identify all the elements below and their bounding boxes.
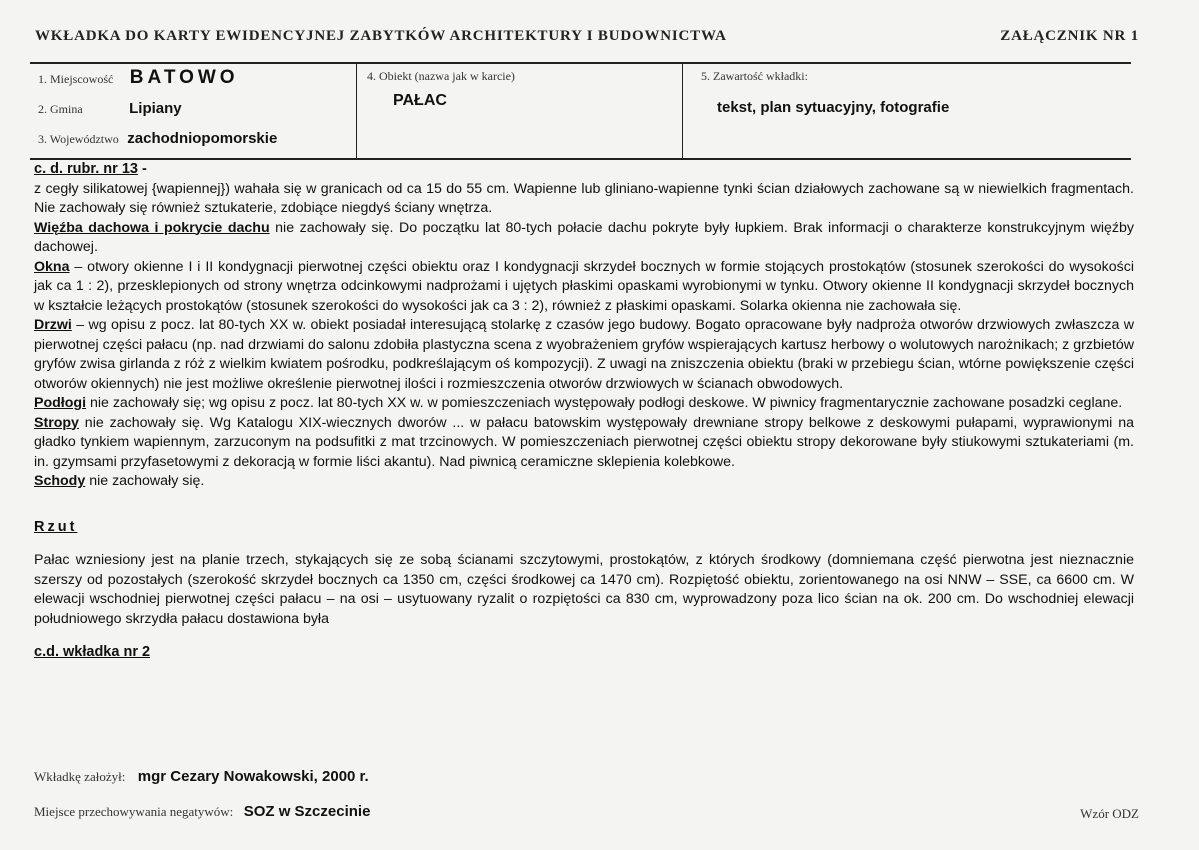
plan-text: Pałac wzniesiony jest na planie trzech, stykających się ze sobą ścianami szczytowymi, prostokątów, z których środkowy (domniemana część pierwotna jest nieznacznie szerszy od pozostałych (szerokość skrzydeł bocznych ca 1350 cm, części środkowej ca 1470 cm). Rozpiętość obiektu, zorientowanego na osi NNW – SSE, ca 6600 cm. W elewacji wschodniej pierwotnej części pałacu – na osi – usytuowany ryzalit o rozpiętości ca 830 cm, wyprowadzony poza lico ścian na ok. 200 cm. Do wschodniej elewacji południowego skrzydła pałacu dostawiona była — [34, 552, 1134, 627]
paragraph-walls: z cegły silikatowej {wapiennej}) wahała się w granicach od ca 15 do 55 cm. Wapienne lub gliniano-wapienne tynki ścian działowych zachowane są w niewielkich fragmentach. Nie zachowały się również sztukaterie, zdobiące niegdyś ściany wnętrza. — [34, 180, 1134, 216]
contents-column — [682, 62, 1132, 158]
doors-text: – wg opisu z pocz. lat 80-tych XX w. obiekt posiadał interesującą stolarkę z czasów jego budowy. Bogato opracowane były nadproża otworów drzwiowych zwłaszcza w pierwotnej części pałacu (np. nad drzwiami do salonu zdobiła plastyczna scena z wyobrażeniem gryfów wspierających kartusz herbowy o wolutowych narożnikach; z grzbietów gryfów zwisa girlanda z róż z wielkim kwiatem pośrodku, podkreślającym oś kompozycji). Z uwagi na zniszczenia obiektu (braki w przebiegu ścian, wtórne powiększenie części otworów okiennych) nie jest możliwe określenie pierwotnej ilości i rozmieszczenia otworów drzwiowych w ścianach obwodowych. — [34, 317, 1134, 392]
windows-heading: Okna — [34, 258, 70, 275]
province-label: 3. Województwo — [38, 132, 119, 146]
object-label: 4. Obiekt (nazwa jak w karcie) — [367, 69, 515, 83]
annex-number: ZAŁĄCZNIK NR 1 — [1000, 28, 1139, 44]
roof-text: nie zachowały się. Do początku lat 80-tych połacie dachu pokryte były łupkiem. Brak informacji o charakterze konstrukcyjnym więźby dachowej. — [34, 219, 1134, 255]
floors-heading: Podłogi — [34, 395, 87, 411]
continuation-heading: c. d. rubr. nr 13 — [34, 161, 138, 177]
form-title: WKŁADKA DO KARTY EWIDENCYJNEJ ZABYTKÓW ARCHITEKTURY I BUDOWNICTWA — [35, 28, 727, 44]
floors-text: nie zachowały się; wg opisu z pocz. lat 80-tych XX w. w pomieszczeniach występowały podłogi deskowe. W piwnicy fragmentarycznie zachowane posadzki ceglane. — [86, 395, 1123, 411]
roof-heading: Więźba dachowa i pokrycie dachu — [34, 219, 270, 236]
commune-value: Lipiany — [129, 100, 182, 117]
commune-label: 2. Gmina — [38, 102, 83, 116]
contents-value: tekst, plan sytuacyjny, fotografie — [717, 99, 950, 116]
plan-heading: Rzut — [34, 518, 78, 535]
continuation-suffix: - — [137, 161, 147, 177]
locality-label: 1. Miejscowość — [38, 72, 114, 86]
windows-text: – otwory okienne I i II kondygnacji pierwotnej części obiektu oraz I kondygnacji skrzydeł bocznych w formie stojących prostokątów (stosunek szerokości do wysokości jak ca 1 : 2), przesklepionych od strony wnętrza odcinkowymi nadprożami i ujętych płaskimi opaskami wyrobionymi w tynku. Otwory okienne II kondygnacji skrzydeł bocznych w kształcie leżących prostokątów (stosunek szerokości do wysokości jak ca 3 : 2), również z płaskimi opaskami. Solarka okienna nie zachowała się. — [34, 258, 1134, 314]
author-label: Wkładkę założył: — [34, 769, 126, 784]
next-insert-note: c.d. wkładka nr 2 — [34, 644, 151, 660]
stairs-heading: Schody — [34, 473, 86, 489]
location-column — [30, 62, 356, 158]
stairs-text: nie zachowały się. — [85, 473, 205, 489]
storage-line — [34, 803, 370, 821]
storage-value: SOZ w Szczecinie — [243, 803, 371, 820]
ceilings-text: nie zachowały się. Wg Katalogu XIX-wiecznych dworów ... w pałacu batowskim występowały drewniane stropy belkowe z deskowymi pułapami, wyprawionymi na gładko tynkiem wapiennym, zarzuconym na podsufitki z mat trzcinowych. W pomieszczeniach pierwotnej części obiektu stropy dekorowane były stiukowymi sztukateriami (m. in. gzymsami przyfasetowymi z dekoracją w formie liści akantu). Nad piwnicą ceramiczne sklepienia kolebkowe. — [34, 414, 1134, 470]
template-code: Wzór ODZ — [1080, 806, 1139, 821]
contents-label: 5. Zawartość wkładki: — [701, 69, 808, 83]
object-column — [356, 62, 683, 158]
ceilings-heading: Stropy — [34, 414, 79, 431]
storage-label: Miejsce przechowywania negatywów: — [34, 804, 234, 819]
province-value: zachodniopomorskie — [127, 130, 278, 147]
form-header — [35, 28, 1139, 48]
author-line — [34, 768, 369, 786]
doors-heading: Drzwi — [34, 317, 72, 333]
author-value: mgr Cezary Nowakowski, 2000 r. — [137, 768, 369, 785]
locality-value: BATOWO — [129, 67, 239, 88]
document-body — [34, 160, 1134, 663]
info-table — [30, 62, 1131, 160]
object-value: PAŁAC — [393, 92, 447, 109]
